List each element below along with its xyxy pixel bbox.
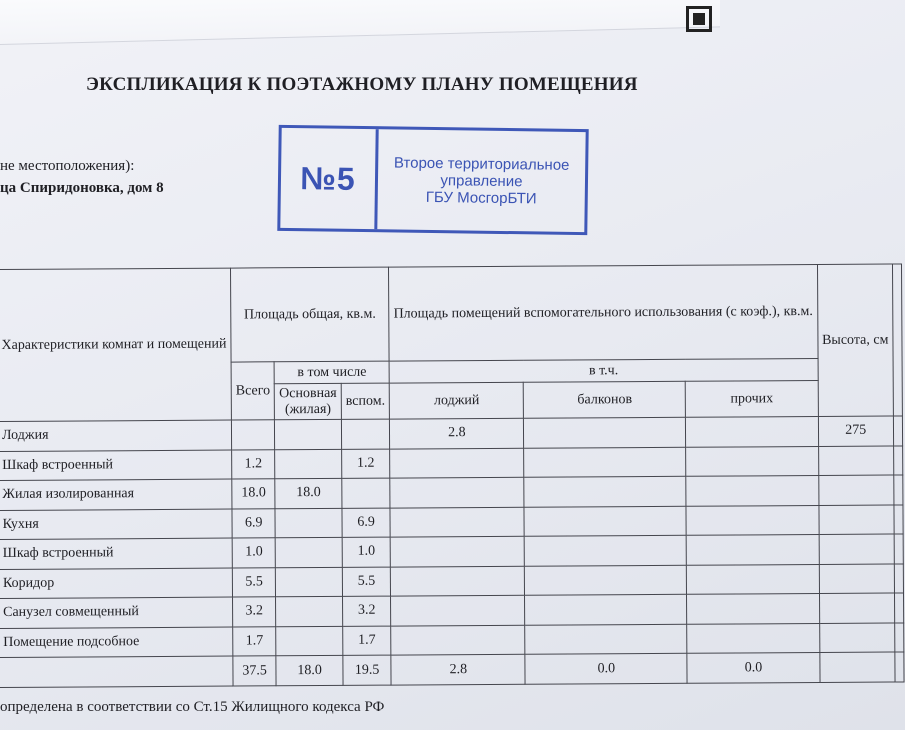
header-height: Высота, см: [817, 264, 893, 416]
cell-name: Лоджия: [0, 420, 232, 451]
cell-name: Кухня: [0, 509, 232, 540]
cell-other: 0.0: [687, 652, 819, 683]
cell-aux: 1.7: [343, 626, 392, 656]
table-body: [0, 416, 904, 688]
cell-main: [276, 537, 343, 567]
cell-name: Помещение подсобное: [0, 627, 233, 658]
paper-top-edge: [0, 0, 720, 45]
cell-total: 37.5: [233, 656, 277, 686]
cell-height: [819, 593, 895, 623]
cell-other: [687, 623, 819, 653]
cell-other: [686, 475, 818, 505]
cell-other: [686, 505, 818, 535]
cell-loggia: [390, 477, 524, 507]
cell-loggia: [391, 625, 525, 655]
header-total-all: Всего: [231, 362, 275, 420]
cell-main: [276, 596, 343, 626]
cell-height: [819, 623, 895, 653]
cell-cutoff: [894, 534, 903, 564]
cell-total: 5.5: [232, 567, 276, 597]
cell-balcony: [524, 447, 686, 477]
cell-main: [275, 508, 342, 538]
cell-main: 18.0: [275, 478, 342, 508]
header-aux-including: в т.ч.: [389, 358, 817, 383]
cell-other: [686, 416, 818, 446]
cell-main: [275, 449, 342, 479]
cell-cutoff: [894, 563, 903, 593]
cell-loggia: [390, 536, 524, 566]
cell-cutoff: [895, 622, 904, 652]
cell-aux: 6.9: [342, 508, 391, 538]
cell-aux: 5.5: [342, 567, 391, 597]
cell-total: 1.2: [232, 449, 276, 479]
cell-aux: 1.0: [342, 537, 391, 567]
cell-balcony: [525, 624, 687, 654]
cell-loggia: [391, 566, 525, 596]
cell-loggia: 2.8: [390, 418, 524, 448]
header-characteristics: Характеристики комнат и помещений: [0, 268, 231, 421]
cell-balcony: [524, 506, 686, 536]
cell-name: Санузел совмещенный: [0, 597, 233, 628]
cell-aux: [342, 478, 391, 508]
cell-other: [687, 593, 819, 623]
cell-main: [275, 419, 342, 449]
cell-name: Шкаф встроенный: [0, 450, 232, 481]
cell-balcony: [524, 476, 686, 506]
cell-name: Коридор: [0, 568, 233, 599]
header-other: прочих: [686, 380, 818, 417]
cell-total: 18.0: [232, 479, 276, 509]
cell-height: [819, 505, 895, 535]
cell-balcony: [524, 417, 686, 447]
stamp-number: №5: [280, 128, 378, 229]
stamp-line-2: управление: [440, 171, 523, 190]
header-loggias: лоджий: [389, 382, 523, 419]
cell-loggia: [390, 507, 524, 537]
explication-table: [0, 263, 905, 688]
header-balconies: балконов: [524, 381, 686, 418]
header-auxiliary: вспом.: [341, 383, 390, 419]
cell-main: [276, 626, 343, 656]
cell-other: [687, 564, 819, 594]
cell-balcony: [525, 565, 687, 595]
cell-balcony: [525, 594, 687, 624]
header-total-area: Площадь общая, кв.м.: [231, 267, 390, 362]
cell-balcony: 0.0: [525, 653, 687, 684]
cell-height: [819, 534, 895, 564]
cell-loggia: 2.8: [391, 654, 525, 685]
header-including: в том числе: [274, 361, 389, 384]
cell-name: Жилая изолированная: [0, 479, 232, 510]
stamp-text: [377, 129, 585, 232]
cell-total: [231, 420, 275, 450]
cell-cutoff: [895, 652, 904, 682]
cell-aux: 19.5: [343, 655, 392, 685]
cell-cutoff: [894, 475, 903, 505]
location-address: ца Спиридоновка, дом 8: [0, 180, 164, 196]
cell-loggia: [390, 448, 524, 478]
cell-balcony: [525, 535, 687, 565]
cell-height: [818, 475, 894, 505]
cell-main: 18.0: [276, 655, 343, 685]
page-title: ЭКСПЛИКАЦИЯ К ПОЭТАЖНОМУ ПЛАНУ ПОМЕЩЕНИЯ: [86, 74, 638, 95]
cell-other: [686, 446, 818, 476]
cell-loggia: [391, 595, 525, 625]
stamp-line-1: Второе территориальное: [393, 153, 570, 174]
cell-name: [0, 656, 233, 687]
cell-total: 1.0: [232, 538, 276, 568]
cell-total: 3.2: [233, 597, 277, 627]
cell-main: [276, 567, 343, 597]
cell-height: 275: [818, 416, 894, 446]
header-cutoff: [892, 264, 902, 416]
cell-total: 6.9: [232, 508, 276, 538]
cell-height: [819, 564, 895, 594]
header-main-living: Основная (жилая): [275, 383, 342, 419]
cell-name: Шкаф встроенный: [0, 538, 232, 569]
cell-total: 1.7: [233, 626, 277, 656]
cell-cutoff: [894, 504, 903, 534]
footer-note: определена в соответствии со Ст.15 Жилищного кодекса РФ: [0, 699, 385, 715]
cell-aux: 3.2: [342, 596, 391, 626]
cell-aux: [341, 419, 390, 449]
cell-height: [819, 652, 895, 682]
cell-cutoff: [893, 416, 902, 446]
cell-aux: 1.2: [342, 449, 391, 479]
header-aux-use-area: Площадь помещений вспомогательного использования (с коэф.), кв.м.: [389, 264, 818, 361]
cell-cutoff: [894, 445, 903, 475]
corner-marker-icon: [686, 6, 712, 32]
location-label: не местоположения):: [0, 158, 135, 174]
cell-height: [818, 446, 894, 476]
cell-cutoff: [894, 593, 903, 623]
stamp-line-3: ГБУ МосгорБТИ: [425, 188, 537, 207]
cell-other: [686, 534, 818, 564]
bti-stamp: [277, 125, 588, 235]
totals-row: [0, 652, 904, 688]
